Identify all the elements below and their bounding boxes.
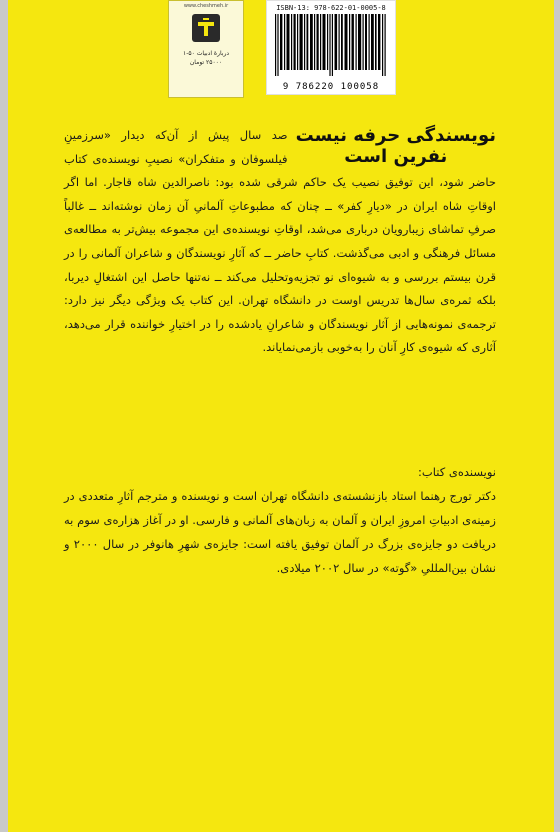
author-section	[64, 460, 496, 580]
series-label: دربارۀ ادبیات ۵۰-۱	[182, 50, 230, 57]
description-text: صد سال پیش از آن‌که دیدار «سرزمینِ فیلسوفان و متفکران» نصیبِ نویسنده‌ی کتاب حاضر شود، این توفیق نصیب یک حاکم شرقی شده بود: ناصرالدین شاه قاجار. اما اگر اوقاتِ شاه ایران در «دیارِ کفر» ــ چنان که مطبوعاتِ آلمانیِ آن زمان نوشته‌اند ــ غالباً صرفِ تماشای زیبارویان درباری می‌شد، اوقاتِ نویسنده‌ی این مجموعه بیش‌تر به مطالعه‌ی مسائل فرهنگی و ادبی می‌گذشت. کتابِ حاضر ــ که آثارِ نویسندگان و شاعران آلمانی را در قرن بیستم بررسی و به شیوه‌ای نو تجزیه‌وتحلیل می‌کند ــ نه‌تنها حاصل این اشتغالِ دیربا، بلکه ثمره‌ی سال‌ها تدریس اوست در دانشگاه تهران. این کتاب یک ویژگی دیگر نیز دارد: ترجمه‌ی نمونه‌هایی از آثار نویسندگان و شاعرانِ یادشده را در اختیارِ خواننده قرار می‌دهد، آثاری که شیوه‌ی کارِ آنان را به‌خوبی بازمی‌نمایاند.	[64, 128, 496, 355]
price-label: ۲۵۰۰۰ تومان	[189, 59, 223, 66]
book-title	[296, 125, 496, 167]
description-block	[64, 124, 496, 360]
publisher-logo-block	[168, 0, 244, 98]
book-title-line-2: نفرین است	[344, 146, 448, 167]
barcode-number: 9 786220 100058	[282, 82, 380, 92]
author-bio: دکتر تورج رهنما استاد بازنشسته‌ی دانشگاه تهران است و نویسنده و مترجم آثارِ متعددی در زمینه‌ی ادبیاتِ امروزِ ایران و آلمان به زبان‌های آلمانی و فارسی. او در آغاز هزاره‌ی سوم به دریافت دو جایزه‌ی بزرگ در آلمان توفیق یافته است: جایزه‌ی شهرِ هانوفر در سال ۲۰۰۰ و نشان بین‌المللیِ «گوته» در سال ۲۰۰۲ میلادی.	[64, 489, 496, 575]
author-heading: نویسنده‌ی کتاب:	[418, 465, 496, 479]
barcode-bars	[275, 14, 387, 76]
publisher-logo-icon	[191, 13, 221, 43]
book-title-line-1: نویسندگی حرفه نیست	[295, 125, 496, 146]
publisher-website: www.cheshmeh.ir	[183, 3, 229, 9]
barcode-block	[266, 0, 396, 95]
isbn-label: ISBN-13: 978-622-01-0005-8	[276, 4, 386, 12]
book-back-cover	[8, 0, 554, 832]
